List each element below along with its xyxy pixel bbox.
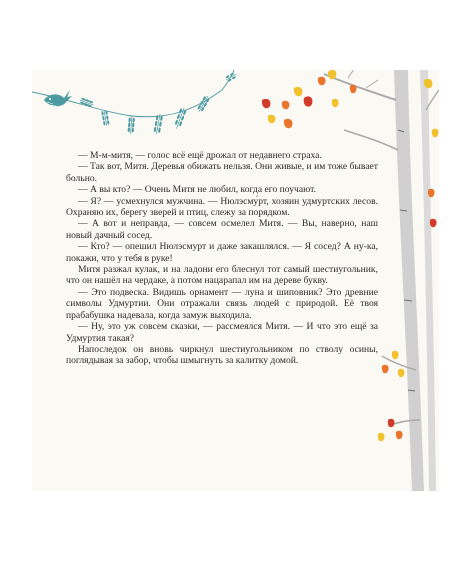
leaf-garland-icon: [79, 71, 238, 134]
story-paragraph: — А вот и неправда, — совсем осмелел Митя. — Вы, наверно, наш новый дачный сосед.: [66, 218, 378, 241]
story-paragraph: — Так вот, Митя. Деревья обижать нельзя. Они живые, и им тоже бывает больно.: [66, 161, 378, 184]
story-paragraph: — Ну, это уж совсем сказки, — рассмеялся Митя. — И что это ещё за Удмуртия такая?: [66, 321, 378, 344]
story-paragraph: — Это подвеска. Видишь орнамент — луна и шиповник? Это древние символы Удмуртии. Они отражали связь людей с природой. Её твоя прабабушка надевала, когда замуж выходила.: [66, 286, 378, 321]
story-paragraph: — М-м-митя, — голос всё ещё дрожал от недавнего страха.: [78, 150, 322, 161]
story-text: [66, 150, 378, 367]
book-page: [32, 70, 439, 491]
story-paragraph: — Я? — усмехнулся мужчина. — Нюлэсму́рт, хозяин удмуртских лесов. Охраняю их, берегу зверей и птиц, слежу за порядком.: [66, 195, 378, 219]
story-paragraph: Напоследок он вновь чиркнул шестиугольником по стволу осины, поглядывая за забор, чтобы шмыгнуть за калитку домой.: [66, 343, 378, 367]
story-paragraph: Митя разжал кулак, и на ладони его блеснул тот самый шестиугольник, что он нашёл на чердаке, а потом нацарапал им на дереве букву.: [66, 264, 378, 287]
story-paragraph: — А вы кто? — Очень Митя не любил, когда его поучают.: [78, 184, 317, 196]
garland-string-end: [222, 70, 234, 90]
bird-icon: [44, 90, 72, 106]
story-paragraph: — Кто? — опешил Нюлэсмурт и даже закашлялся. — Я сосед? А ну-ка, покажи, что у тебя в руке!: [66, 241, 378, 264]
